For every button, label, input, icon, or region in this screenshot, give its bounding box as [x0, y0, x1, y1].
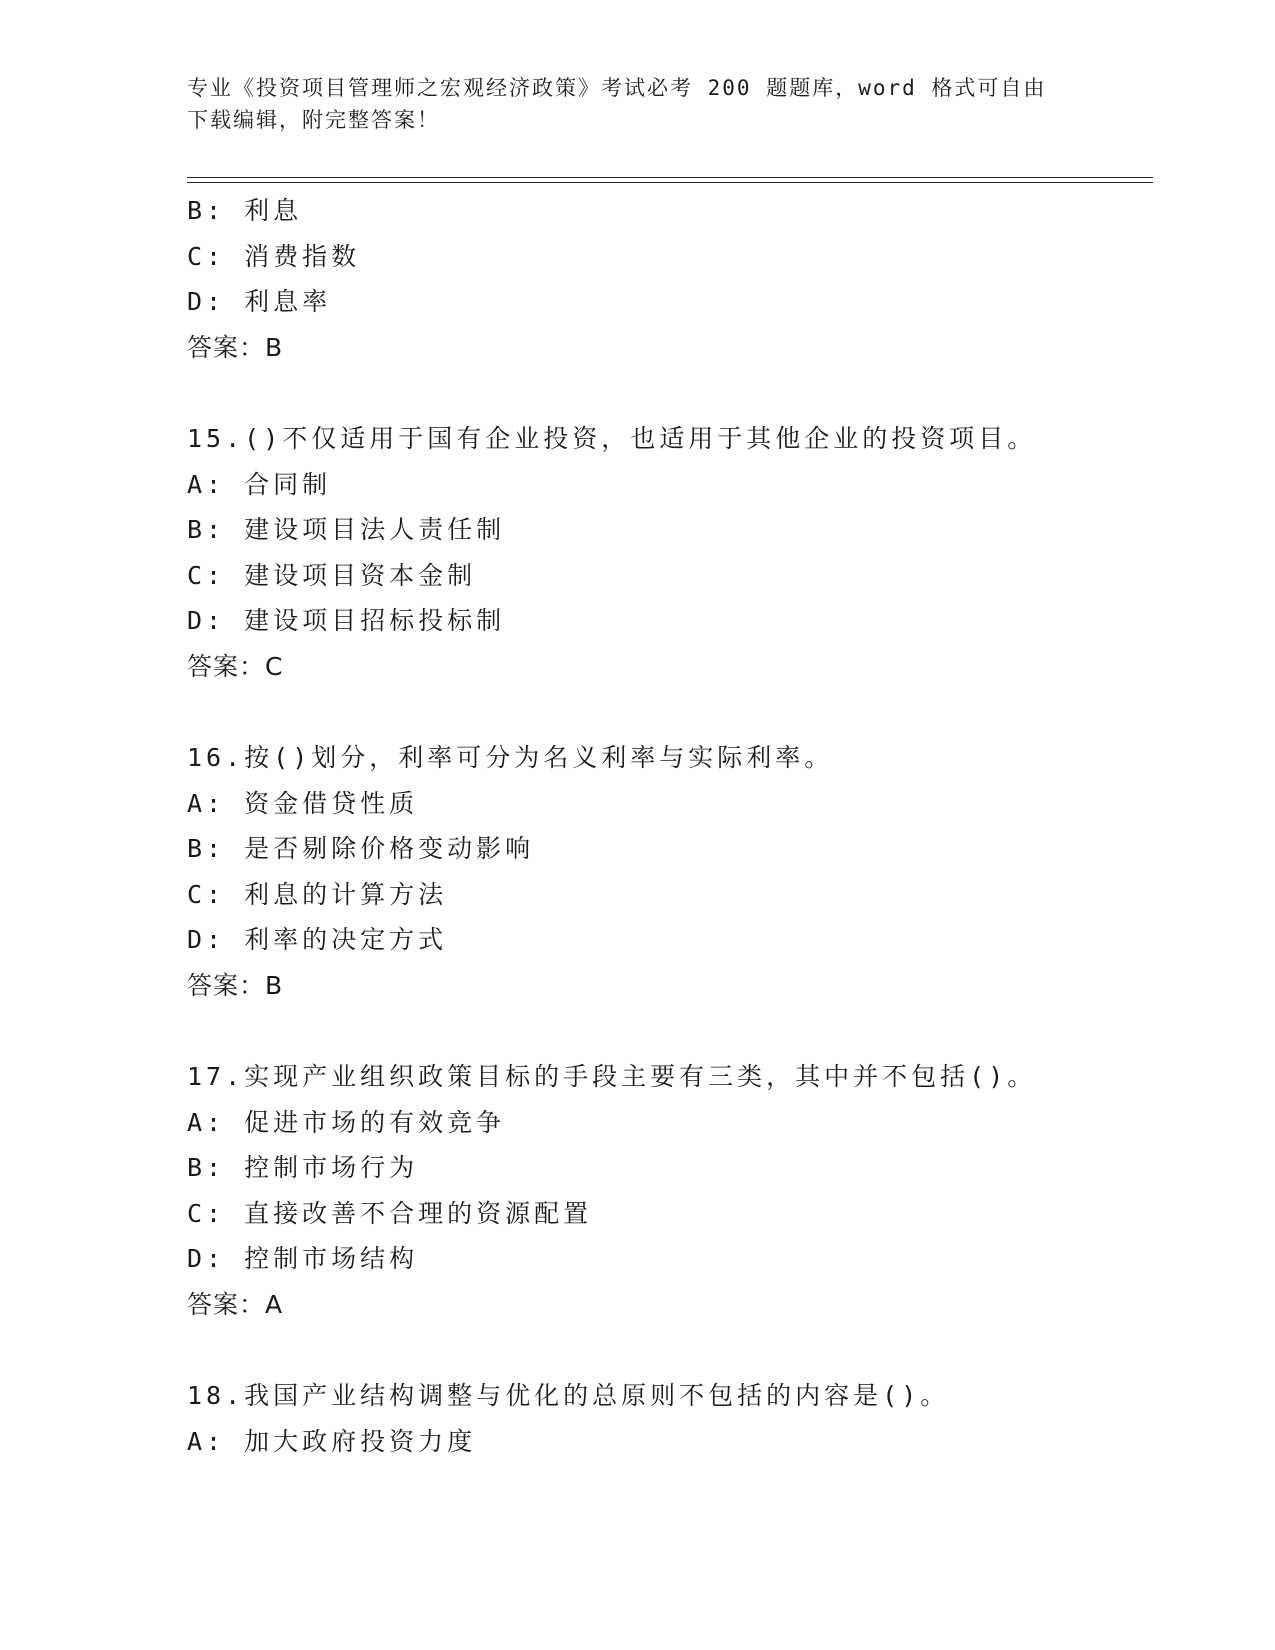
- question-16: [187, 735, 1153, 1008]
- question-18: [187, 1373, 1153, 1464]
- answer: 答案：B: [187, 332, 284, 362]
- option-d: D: 控制市场结构: [187, 1244, 419, 1273]
- option-b: B: 是否剔除价格变动影响: [187, 834, 535, 863]
- question-stem: 17.实现产业组织政策目标的手段主要有三类，其中并不包括()。: [187, 1062, 1037, 1091]
- question-list: [187, 188, 1153, 1464]
- header-line-2: 下载编辑，附完整答案！: [187, 108, 440, 132]
- spacer: [187, 1008, 1153, 1054]
- option-b: B: 利息: [187, 196, 303, 225]
- option-a: A: 促进市场的有效竞争: [187, 1107, 506, 1137]
- question-17: [187, 1054, 1153, 1327]
- option-d: D: 利率的决定方式: [187, 925, 448, 954]
- spacer: [187, 1327, 1153, 1373]
- option-c: C: 消费指数: [187, 241, 361, 271]
- question-15: [187, 416, 1153, 689]
- option-a: A: 合同制: [187, 469, 332, 499]
- option-d: D: 利息率: [187, 287, 332, 316]
- option-a: A: 加大政府投资力度: [187, 1426, 477, 1456]
- question-stem: 15.()不仅适用于国有企业投资，也适用于其他企业的投资项目。: [187, 424, 1037, 453]
- option-b: B: 建设项目法人责任制: [187, 515, 506, 544]
- question-stem: 16.按()划分，利率可分为名义利率与实际利率。: [187, 743, 834, 772]
- question-stem: 18.我国产业结构调整与优化的总原则不包括的内容是()。: [187, 1381, 950, 1410]
- spacer: [187, 370, 1153, 416]
- spacer: [187, 689, 1153, 735]
- answer: 答案：A: [187, 1289, 284, 1319]
- answer: 答案：C: [187, 651, 284, 681]
- question-continued: [187, 188, 1153, 370]
- option-c: C: 直接改善不合理的资源配置: [187, 1198, 593, 1228]
- option-d: D: 建设项目招标投标制: [187, 606, 506, 635]
- header-divider-bottom: [187, 182, 1153, 183]
- answer: 答案：B: [187, 970, 284, 1000]
- document-header: [187, 72, 1067, 136]
- option-c: C: 建设项目资本金制: [187, 560, 477, 590]
- header-line-1: 专业《投资项目管理师之宏观经济政策》考试必考 200 题题库，word 格式可自由: [187, 76, 1047, 100]
- option-a: A: 资金借贷性质: [187, 788, 419, 818]
- header-divider-top: [187, 177, 1153, 178]
- option-c: C: 利息的计算方法: [187, 879, 448, 909]
- option-b: B: 控制市场行为: [187, 1153, 419, 1182]
